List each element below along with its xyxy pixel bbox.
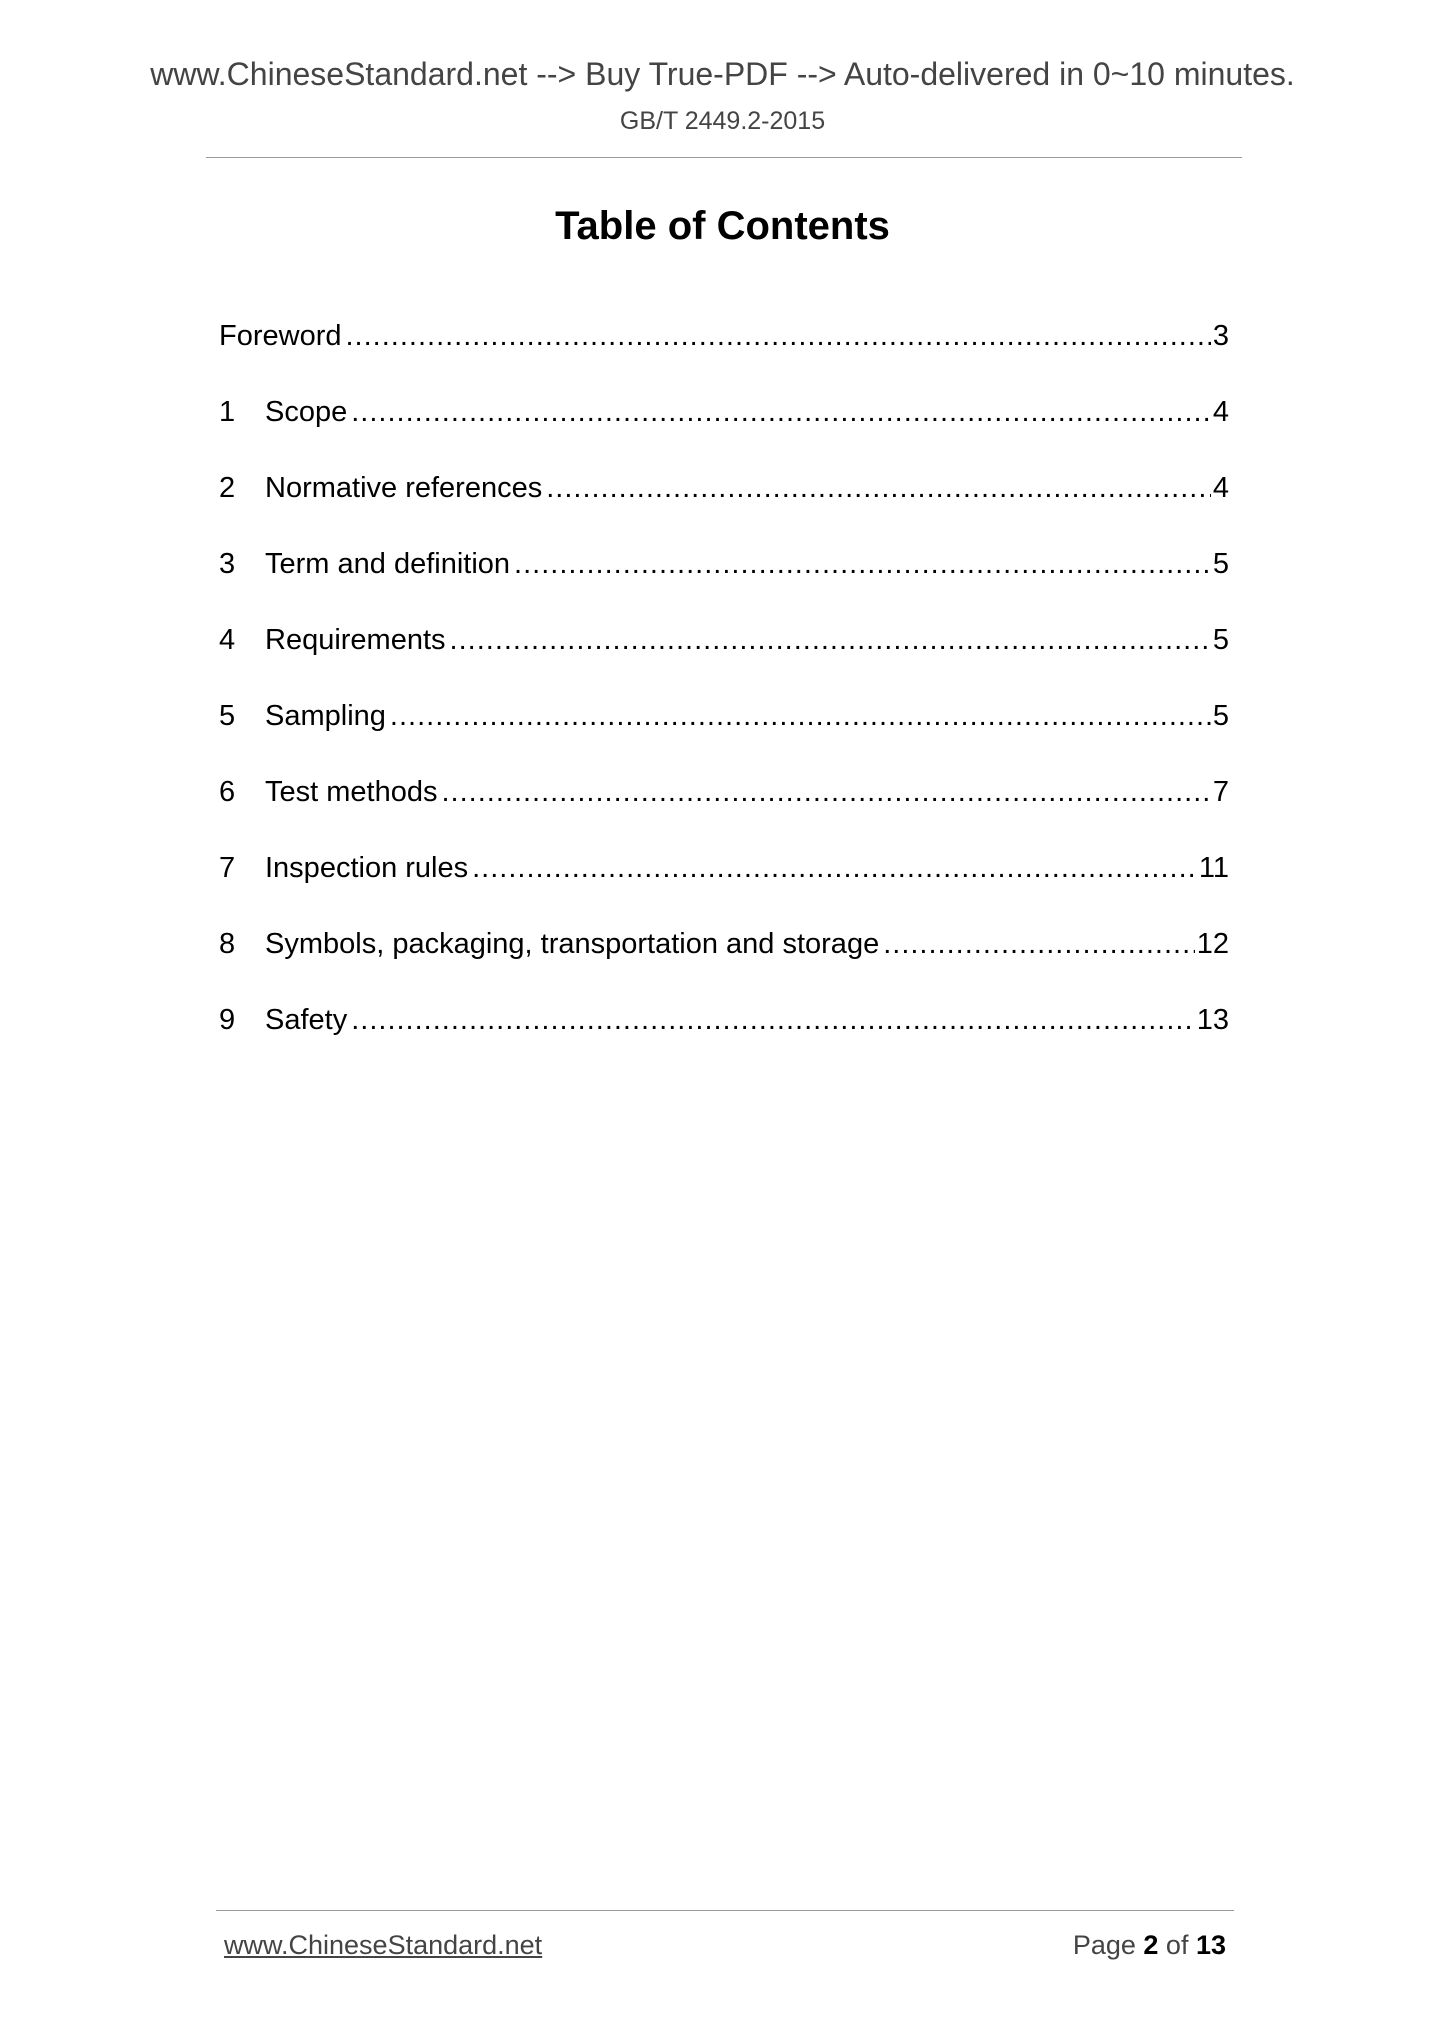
dot-leader <box>514 548 1211 581</box>
toc-entry-label: Test methods <box>265 776 438 808</box>
toc-entry-page: 5 <box>1212 700 1229 732</box>
toc-entry-requirements[interactable] <box>219 624 1229 700</box>
toc-entry-safety[interactable] <box>219 1004 1229 1080</box>
header-divider <box>206 157 1242 158</box>
toc-entry-page: 5 <box>1212 548 1229 580</box>
toc-entry-normative-references[interactable] <box>219 472 1229 548</box>
toc-entry-label: Sampling <box>265 700 386 732</box>
toc-entry-inspection-rules[interactable] <box>219 852 1229 928</box>
dot-leader <box>390 700 1211 733</box>
toc-entry-page: 12 <box>1196 928 1229 960</box>
toc-entry-number: 4 <box>219 624 236 656</box>
page-of: of <box>1158 1930 1196 1960</box>
toc-entry-label: Foreword <box>219 320 342 352</box>
toc-entry-page: 11 <box>1198 852 1229 884</box>
page-number <box>1073 1930 1226 1961</box>
toc-entry-page: 7 <box>1212 776 1229 808</box>
toc-entry-label: Requirements <box>265 624 446 656</box>
dot-leader <box>450 624 1211 657</box>
page-prefix: Page <box>1072 1930 1144 1960</box>
toc-entry-symbols-packaging[interactable] <box>219 928 1229 1004</box>
toc-entry-number: 6 <box>219 776 236 808</box>
dot-leader <box>472 852 1197 885</box>
header-banner: www.ChineseStandard.net --> Buy True-PDF --> Auto-delivered in 0~10 minutes. <box>150 56 1295 92</box>
standard-code: GB/T 2449.2-2015 <box>619 107 826 135</box>
toc-entry-scope[interactable] <box>219 396 1229 472</box>
toc-entry-term-and-definition[interactable] <box>219 548 1229 624</box>
toc-entry-page: 3 <box>1212 320 1229 352</box>
toc-title: Table of Contents <box>555 204 890 248</box>
footer-website-link[interactable]: www.ChineseStandard.net <box>224 1930 543 1960</box>
toc-entry-number: 9 <box>219 1004 236 1036</box>
toc-entry-label: Term and definition <box>265 548 511 580</box>
toc-entry-label: Inspection rules <box>265 852 469 884</box>
toc-entry-test-methods[interactable] <box>219 776 1229 852</box>
toc-entry-number: 2 <box>219 472 236 504</box>
page-current: 2 <box>1143 1930 1159 1960</box>
toc-entry-number: 3 <box>219 548 236 580</box>
footer-divider <box>216 1910 1234 1911</box>
toc-entry-page: 4 <box>1212 396 1229 428</box>
toc-entry-page: 13 <box>1196 1004 1229 1036</box>
toc-entry-number: 1 <box>219 396 236 428</box>
toc-entry-foreword[interactable] <box>219 320 1229 396</box>
dot-leader <box>546 472 1211 505</box>
dot-leader <box>351 1004 1195 1037</box>
toc-entry-page: 5 <box>1212 624 1229 656</box>
table-of-contents <box>219 320 1229 1080</box>
toc-entry-number: 8 <box>219 928 236 960</box>
dot-leader <box>441 776 1210 809</box>
toc-entry-label: Symbols, packaging, transportation and storage <box>265 928 880 960</box>
toc-entry-page: 4 <box>1212 472 1229 504</box>
page-total: 13 <box>1195 1930 1226 1960</box>
toc-entry-label: Scope <box>265 396 348 428</box>
toc-entry-sampling[interactable] <box>219 700 1229 776</box>
dot-leader <box>883 928 1195 961</box>
toc-entry-label: Safety <box>265 1004 348 1036</box>
dot-leader <box>346 320 1211 353</box>
toc-entry-number: 5 <box>219 700 236 732</box>
toc-entry-number: 7 <box>219 852 236 884</box>
dot-leader <box>351 396 1211 429</box>
toc-entry-label: Normative references <box>265 472 543 504</box>
